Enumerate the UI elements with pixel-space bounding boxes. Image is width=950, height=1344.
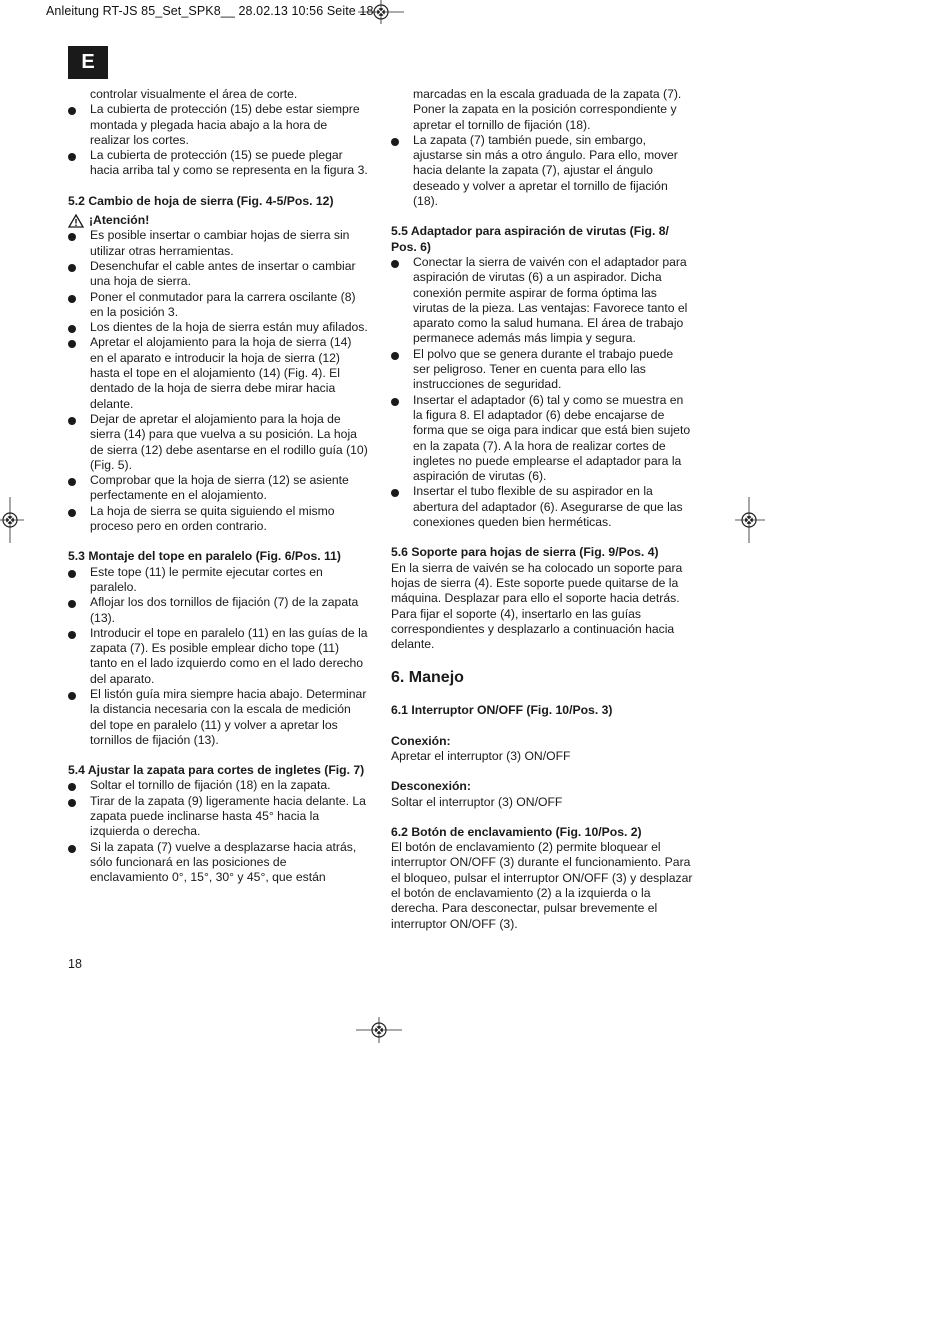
list-item <box>391 133 693 209</box>
bullet-icon <box>68 600 76 608</box>
bullet-icon <box>68 295 76 303</box>
bullet-icon <box>68 233 76 241</box>
bullet-icon <box>68 153 76 161</box>
list-item-text: El polvo que se genera durante el trabajo puede ser peligroso. Tener en cuenta para ello las instrucciones de seguridad. <box>413 346 674 392</box>
bullet-icon <box>68 264 76 272</box>
section-title: 5.5 Adaptador para aspiración de virutas (Fig. 8/ Pos. 6) <box>391 224 669 254</box>
list-item <box>391 393 693 485</box>
registration-mark-icon <box>356 1017 402 1043</box>
bullet-icon <box>68 417 76 425</box>
paragraph: En la sierra de vaivén se ha colocado un soporte para hojas de sierra (4). Este soporte puede quitarse de la máquina. Desplazar para ello el soporte hacia detrás. Para fijar el soporte (4), insertarlo en las guías correspondientes y desplazarlo a continuación hacia delante. <box>391 560 683 652</box>
list-item <box>68 290 368 321</box>
registration-mark-icon <box>735 497 765 543</box>
bullet-icon <box>68 631 76 639</box>
bullet-list <box>68 102 368 178</box>
section-title: 6.2 Botón de enclavamiento (Fig. 10/Pos. 2) <box>391 824 642 839</box>
warning-line <box>68 213 368 228</box>
list-item <box>68 778 368 793</box>
bullet-icon <box>68 340 76 348</box>
list-item <box>68 473 368 504</box>
paragraph: marcadas en la escala graduada de la zapata (7). Poner la zapata en la posición correspondiente y apretar el tornillo de fijación (18). <box>413 87 682 132</box>
list-item-text: Apretar el alojamiento para la hoja de sierra (14) en el aparato e introducir la hoja de sierra (12) hasta el tope en el alojamiento (14) (Fig. 4). El dentado de la hoja de sierra debe mirar hacia delante. <box>90 335 352 411</box>
list-item <box>391 484 693 530</box>
list-item <box>68 840 368 886</box>
list-item <box>68 102 368 148</box>
list-item-text: La cubierta de protección (15) se puede plegar hacia arriba tal y como se representa en la figura 3. <box>90 148 368 178</box>
bullet-icon <box>68 845 76 853</box>
bullet-icon <box>391 352 399 360</box>
list-item-text: Los dientes de la hoja de sierra están muy afilados. <box>90 320 368 335</box>
bullet-list <box>391 133 693 209</box>
list-item <box>68 259 368 290</box>
registration-mark-icon <box>358 0 404 24</box>
list-item <box>68 504 368 535</box>
list-item-text: La cubierta de protección (15) debe estar siempre montada y plegada hacia abajo a la hora de realizar los cortes. <box>90 102 360 147</box>
list-item-text: La hoja de sierra se quita siguiendo el mismo proceso pero en orden contrario. <box>90 503 335 534</box>
bullet-icon <box>68 783 76 791</box>
subheading: Conexión: <box>391 733 451 748</box>
list-item-text: Este tope (11) le permite ejecutar cortes en paralelo. <box>90 564 323 594</box>
list-item <box>68 626 368 687</box>
list-item-text: Conectar la sierra de vaivén con el adaptador para aspiración de virutas (6) a un aspirador. Dicha conexión permite aspirar de forma óptima las virutas de la pieza. Las ventajas: Favorece tanto el aparato como la salud humana. El área de trabajo permanece además más limpia y segura. <box>413 254 688 346</box>
bullet-icon <box>391 138 399 146</box>
bullet-list <box>68 778 368 885</box>
section-title: 5.4 Ajustar la zapata para cortes de ingletes (Fig. 7) <box>68 763 365 778</box>
section-title: 5.6 Soporte para hojas de sierra (Fig. 9/Pos. 4) <box>391 545 659 560</box>
list-item-text: Dejar de apretar el alojamiento para la hoja de sierra (14) para que vuelva a su posición. La hoja de sierra (12) debe asentarse en el rodillo guía (10) (Fig. 5). <box>90 411 368 472</box>
bullet-icon <box>68 570 76 578</box>
list-item <box>68 794 368 840</box>
list-item <box>68 148 368 179</box>
bullet-icon <box>391 260 399 268</box>
list-item-text: Insertar el tubo flexible de su aspirador en la abertura del adaptador (6). Asegurarse de que las conexiones queden bien herméticas. <box>413 484 683 530</box>
warning-triangle-icon <box>68 214 84 228</box>
paragraph: Apretar el interruptor (3) ON/OFF <box>391 748 571 763</box>
list-item-text: Insertar el adaptador (6) tal y como se muestra en la figura 8. El adaptador (6) debe encajarse de forma que se oiga para indicar que está bien sujeto en la zapata (7). A la hora de realizar cortes de ingletes no puede emplearse el adaptador para la aspiración de virutas (6). <box>413 392 691 484</box>
bullet-list <box>68 228 368 534</box>
list-item-text: Soltar el tornillo de fijación (18) en la zapata. <box>90 778 331 793</box>
list-item <box>68 565 368 596</box>
bullet-icon <box>391 489 399 497</box>
chapter-title: 6. Manejo <box>391 669 464 687</box>
section-title: 6.1 Interruptor ON/OFF (Fig. 10/Pos. 3) <box>391 703 613 718</box>
print-header: Anleitung RT-JS 85_Set_SPK8__ 28.02.13 10:56 Seite 18 <box>46 4 374 18</box>
bullet-icon <box>68 478 76 486</box>
list-item-text: La zapata (7) también puede, sin embargo, ajustarse sin más a otro ángulo. Para ello, mover hacia delante la zapata (7), ajustar el ángulo deseado y volver a apretar el tornillo de fijación (18). <box>413 132 678 209</box>
section-title: 5.3 Montaje del tope en paralelo (Fig. 6/Pos. 11) <box>68 549 341 564</box>
subheading: Desconexión: <box>391 779 471 794</box>
list-item <box>68 412 368 473</box>
list-item-text: Comprobar que la hoja de sierra (12) se asiente perfectamente en el alojamiento. <box>90 473 349 503</box>
language-tab: E <box>68 46 108 79</box>
bullet-list <box>68 565 368 749</box>
list-item-text: Desenchufar el cable antes de insertar o cambiar una hoja de sierra. <box>90 258 356 289</box>
list-item-text: Tirar de la zapata (9) ligeramente hacia delante. La zapata puede inclinarse hasta 45° hacia la izquierda o derecha. <box>90 793 366 839</box>
bullet-icon <box>68 107 76 115</box>
list-item <box>68 320 368 335</box>
bullet-icon <box>68 692 76 700</box>
section-title: 5.2 Cambio de hoja de sierra (Fig. 4-5/Pos. 12) <box>68 193 334 208</box>
list-item-text: El listón guía mira siempre hacia abajo. Determinar la distancia necesaria con la escala de medición del tope en paralelo (11) y volver a apretar los tornillos de fijación (13). <box>90 686 367 747</box>
list-item-text: Poner el conmutador para la carrera oscilante (8) en la posición 3. <box>90 289 356 319</box>
bullet-icon <box>391 398 399 406</box>
list-item <box>68 335 368 411</box>
bullet-icon <box>68 799 76 807</box>
bullet-icon <box>68 325 76 333</box>
list-item <box>391 347 693 393</box>
list-item-text: Aflojar los dos tornillos de fijación (7) de la zapata (13). <box>90 595 359 625</box>
bullet-icon <box>68 509 76 517</box>
paragraph: Soltar el interruptor (3) ON/OFF <box>391 794 563 809</box>
list-item-text: Si la zapata (7) vuelve a desplazarse hacia atrás, sólo funcionará en las posiciones de enclavamiento 0°, 15°, 30° y 45°, que están <box>90 839 357 885</box>
paragraph: controlar visualmente el área de corte. <box>90 87 298 101</box>
warning-label: ¡Atención! <box>89 213 150 228</box>
list-item <box>68 687 368 748</box>
right-column <box>391 87 693 932</box>
bullet-list <box>391 255 693 530</box>
list-item <box>68 228 368 259</box>
paragraph: El botón de enclavamiento (2) permite bloquear el interruptor ON/OFF (3) durante el funcionamiento. Para el bloqueo, pulsar el interruptor ON/OFF (3) y desplazar el botón de enclavamiento (2) a la izquierda o la derecha. Para desconectar, pulsar brevemente el interruptor ON/OFF (3). <box>391 840 693 931</box>
registration-mark-icon <box>0 497 24 543</box>
list-item <box>391 255 693 347</box>
list-item <box>68 595 368 626</box>
list-item-text: Es posible insertar o cambiar hojas de sierra sin utilizar otras herramientas. <box>90 228 350 258</box>
list-item-text: Introducir el tope en paralelo (11) en las guías de la zapata (7). Es posible emplear dicho tope (11) tanto en el lado izquierdo como en el lado derecho del aparato. <box>90 625 368 686</box>
left-column <box>68 87 368 886</box>
page-number: 18 <box>68 957 82 971</box>
